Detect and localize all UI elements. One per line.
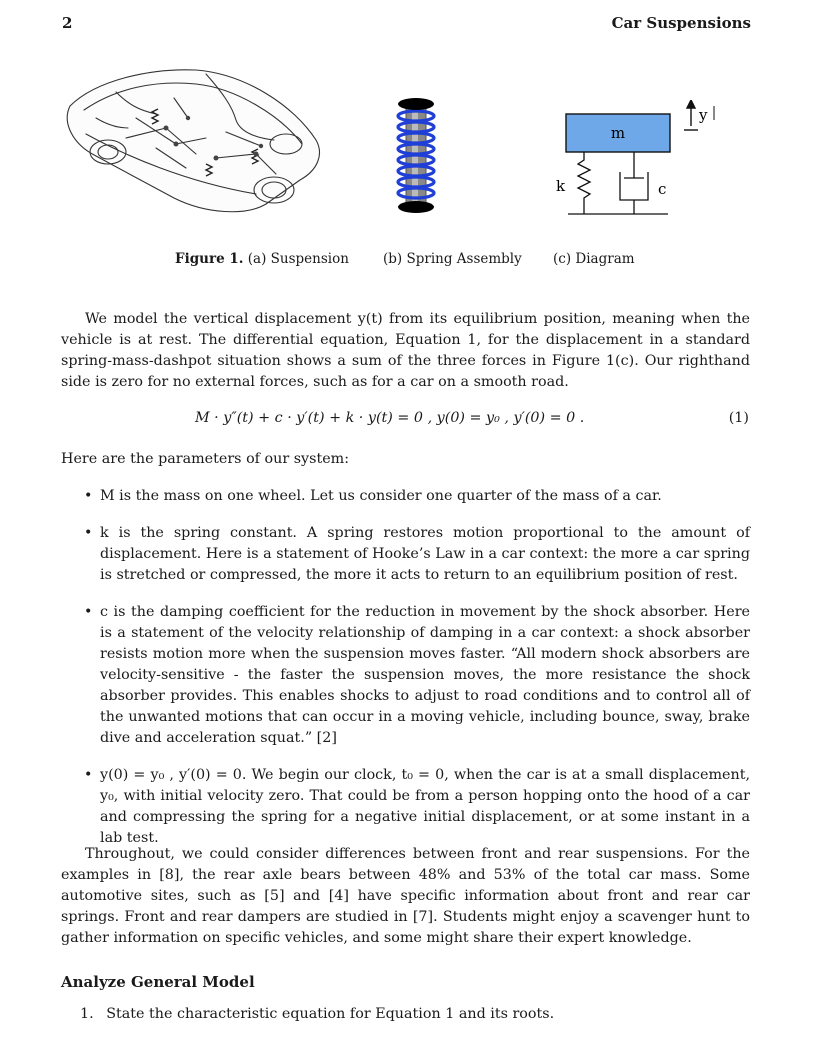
spring-label: k <box>556 177 566 195</box>
list-item-text: y(0) = y₀ , y′(0) = 0. We begin our clock, t₀ = 0, when the car is at a small displacement, y₀, with initial velocity zero. That could be from a person hopping onto the hood of a car and compressing the spring for a negative initial displacement, or at some instant in a lab test. <box>100 767 750 846</box>
spring-mass-dashpot-diagram <box>550 100 736 224</box>
list-item: • k is the spring constant. A spring restores motion proportional to the amount of displacement. Here is a statement of Hooke’s Law in a car context: the more a car spring is stretched or compressed, the more it acts to return to an equilibrium position of rest. <box>84 525 750 583</box>
caption-text: Spring Assembly <box>406 251 522 267</box>
equation-number: (1) <box>728 410 749 426</box>
list-item: • c is the damping coefficient for the reduction in movement by the shock absorber. Here is a statement of the velocity relationship of damping in a car context: a shock absorber resists motion more when the suspension moves faster. “All modern shock absorbers are velocity-sensitive - the faster the suspension moves, the more resistance the shock absorber provides. This enables shocks to adjust to road conditions and to control all of the unwanted motions that can occur in a moving vehicle, including bounce, sway, brake dive and acceleration squat.” [2] <box>84 604 750 746</box>
damper-label: c <box>658 180 667 198</box>
spring-symbol <box>578 152 590 214</box>
list-item: • y(0) = y₀ , y′(0) = 0. We begin our clock, t₀ = 0, when the car is at a small displacement, y₀, with initial velocity zero. That could be from a person hopping onto the hood of a car and compressing the spring for a negative initial displacement, or at some instant in a lab test. <box>84 767 750 846</box>
question-item <box>80 1006 554 1022</box>
question-text: State the characteristic equation for Equation 1 and its roots. <box>106 1006 555 1022</box>
caption-text: Diagram <box>575 251 635 267</box>
section-heading: Analyze General Model <box>61 973 255 991</box>
axis-label: y <box>699 106 708 124</box>
parameters-intro: Here are the parameters of our system: <box>61 451 350 467</box>
page-number: 2 <box>62 14 73 32</box>
figure-caption-c <box>553 251 635 267</box>
spring-assembly-illustration <box>390 94 442 218</box>
suspension-illustration <box>56 58 328 216</box>
list-item: • M is the mass on one wheel. Let us consider one quarter of the mass of a car. <box>84 488 662 504</box>
caption-tag: (c) <box>553 251 572 267</box>
damper-symbol <box>620 152 648 214</box>
running-title: Car Suspensions <box>611 14 751 32</box>
mass-label: m <box>610 124 626 142</box>
question-number: 1. <box>80 1006 94 1022</box>
parameter-list <box>84 486 750 865</box>
caption-tag: (b) <box>383 251 403 267</box>
list-item-text: c is the damping coefficient for the reduction in movement by the shock absorber. Here is a statement of the velocity relationship of damping in a car context: a shock absorber resists motion more when the suspension moves faster. “All modern shock absorbers are velocity-sensitive - the faster the suspension moves, the more resistance the shock absorber provides. This enables shocks to adjust to road conditions and to control all of the unwanted motions that can occur in a moving vehicle, including bounce, sway, brake dive and acceleration squat.” [2] <box>100 604 750 746</box>
figure-caption-b <box>383 251 522 267</box>
caption-text: Suspension <box>270 251 349 267</box>
front-rear-paragraph: Throughout, we could consider differences between front and rear suspensions. For the examples in [8], the rear axle bears between 48% and 53% of the total car mass. Some automotive sites, such as [5] and [4] have specific information about front and rear car springs. Front and rear dampers are studied in [7]. Students might enjoy a scavenger hunt to gather information on specific vehicles, and some might share their expert knowledge. <box>61 846 750 946</box>
figure-label: Figure 1. <box>175 251 244 267</box>
list-item-text: k is the spring constant. A spring restores motion proportional to the amount of displacement. Here is a statement of Hooke’s Law in a car context: the more a car spring is stretched or compressed, the more it acts to return to an equilibrium position of rest. <box>100 525 750 583</box>
list-item-text: M is the mass on one wheel. Let us consider one quarter of the mass of a car. <box>100 488 662 504</box>
figure-caption-a <box>175 251 349 267</box>
intro-paragraph: We model the vertical displacement y(t) from its equilibrium position, meaning when the vehicle is at rest. The differential equation, Equation 1, for the displacement in a standard spring-mass-dashpot situation shows a sum of the three forces in Figure 1(c). Our righthand side is zero for no external forces, such as for a car on a smooth road. <box>61 311 750 390</box>
caption-tag: (a) <box>247 251 267 267</box>
equation-1: M · y″(t) + c · y′(t) + k · y(t) = 0 , y(0) = y₀ , y′(0) = 0 . <box>195 410 585 426</box>
